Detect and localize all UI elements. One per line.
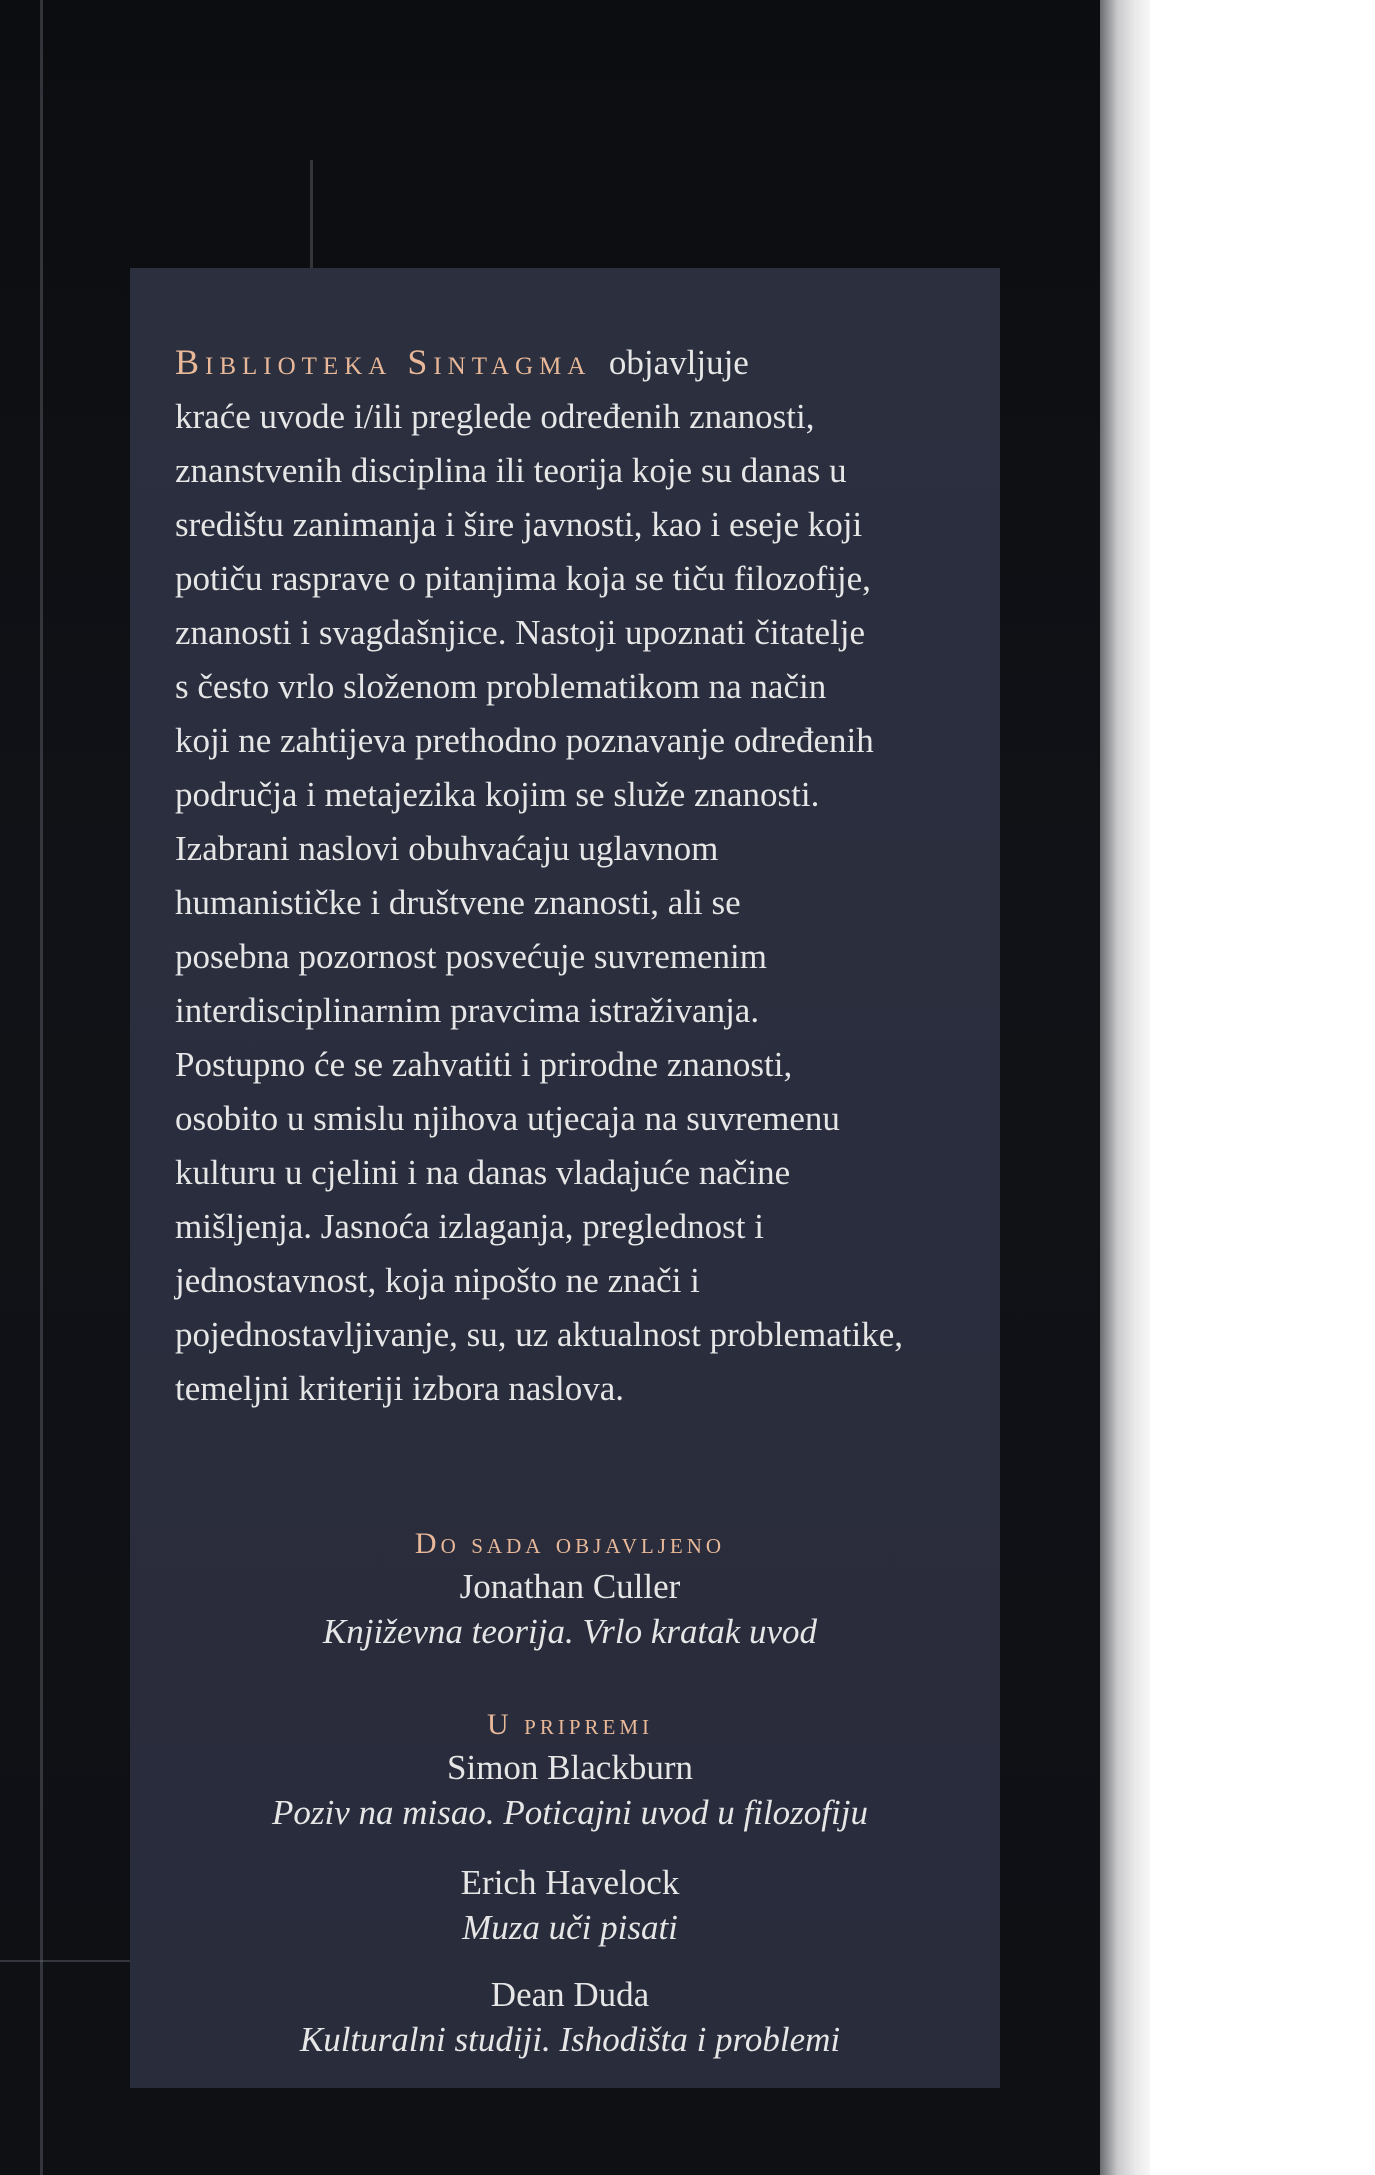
- intro-line: mišljenja. Jasnoća izlaganja, preglednost i: [175, 1207, 764, 1246]
- book-title: Muza uči pisati: [462, 1908, 678, 1947]
- book-title: Poziv na misao. Poticajni uvod u filozofiju: [272, 1793, 868, 1832]
- intro-line: Postupno će se zahvatiti i prirodne znanosti,: [175, 1045, 793, 1084]
- intro-line: s često vrlo složenom problematikom na način: [175, 667, 827, 706]
- intro-first-line: [175, 335, 975, 390]
- published-heading: Do sada objavljeno: [414, 1527, 726, 1560]
- intro-line: područja i metajezika kojim se služe znanosti.: [175, 775, 820, 814]
- intro-line: posebna pozornost posvećuje suvremenim: [175, 937, 767, 976]
- cover-edge: [1100, 0, 1150, 2175]
- series-name: Biblioteka Sintagma: [175, 342, 592, 382]
- book-author: Dean Duda: [490, 1975, 650, 2014]
- book-title: Kulturalni studiji. Ishodišta i problemi: [299, 2020, 841, 2059]
- forthcoming-item: [175, 1972, 965, 2062]
- intro-line: Izabrani naslovi obuhvaćaju uglavnom: [175, 829, 719, 868]
- forthcoming-item: [175, 1860, 965, 1950]
- intro-line: humanističke i društvene znanosti, ali se: [175, 883, 741, 922]
- forthcoming-section: [175, 1705, 965, 1835]
- intro-line: središtu zanimanja i šire javnosti, kao i eseje koji: [175, 505, 863, 544]
- intro-line: znanosti i svagdašnjice. Nastoji upoznati čitatelje: [175, 613, 866, 652]
- intro-line: temeljni kriteriji izbora naslova.: [175, 1369, 625, 1408]
- book-author: Jonathan Culler: [459, 1567, 681, 1606]
- forthcoming-heading: U pripremi: [486, 1708, 654, 1741]
- published-section: [175, 1524, 965, 1654]
- book-title: Književna teorija. Vrlo kratak uvod: [322, 1612, 818, 1651]
- intro-line: kraće uvode i/ili preglede određenih znanosti,: [175, 397, 815, 436]
- book-author: Erich Havelock: [460, 1863, 680, 1902]
- series-description: [175, 335, 975, 1416]
- intro-line: koji ne zahtijeva prethodno poznavanje određenih: [175, 721, 874, 760]
- intro-line: interdisciplinarnim pravcima istraživanja.: [175, 991, 760, 1030]
- intro-line: kulturu u cjelini i na danas vladajuće načine: [175, 1153, 791, 1192]
- intro-line: pojednostavljivanje, su, uz aktualnost problematike,: [175, 1315, 904, 1354]
- intro-line: znanstvenih disciplina ili teorija koje su danas u: [175, 451, 847, 490]
- intro-line: objavljuje: [608, 343, 749, 382]
- book-author: Simon Blackburn: [447, 1748, 693, 1787]
- intro-line: potiču rasprave o pitanjima koja se tiču filozofije,: [175, 559, 871, 598]
- intro-line: osobito u smislu njihova utjecaja na suvremenu: [175, 1099, 840, 1138]
- decorative-frame-line: [40, 0, 43, 2175]
- intro-line: jednostavnost, koja nipošto ne znači i: [175, 1261, 700, 1300]
